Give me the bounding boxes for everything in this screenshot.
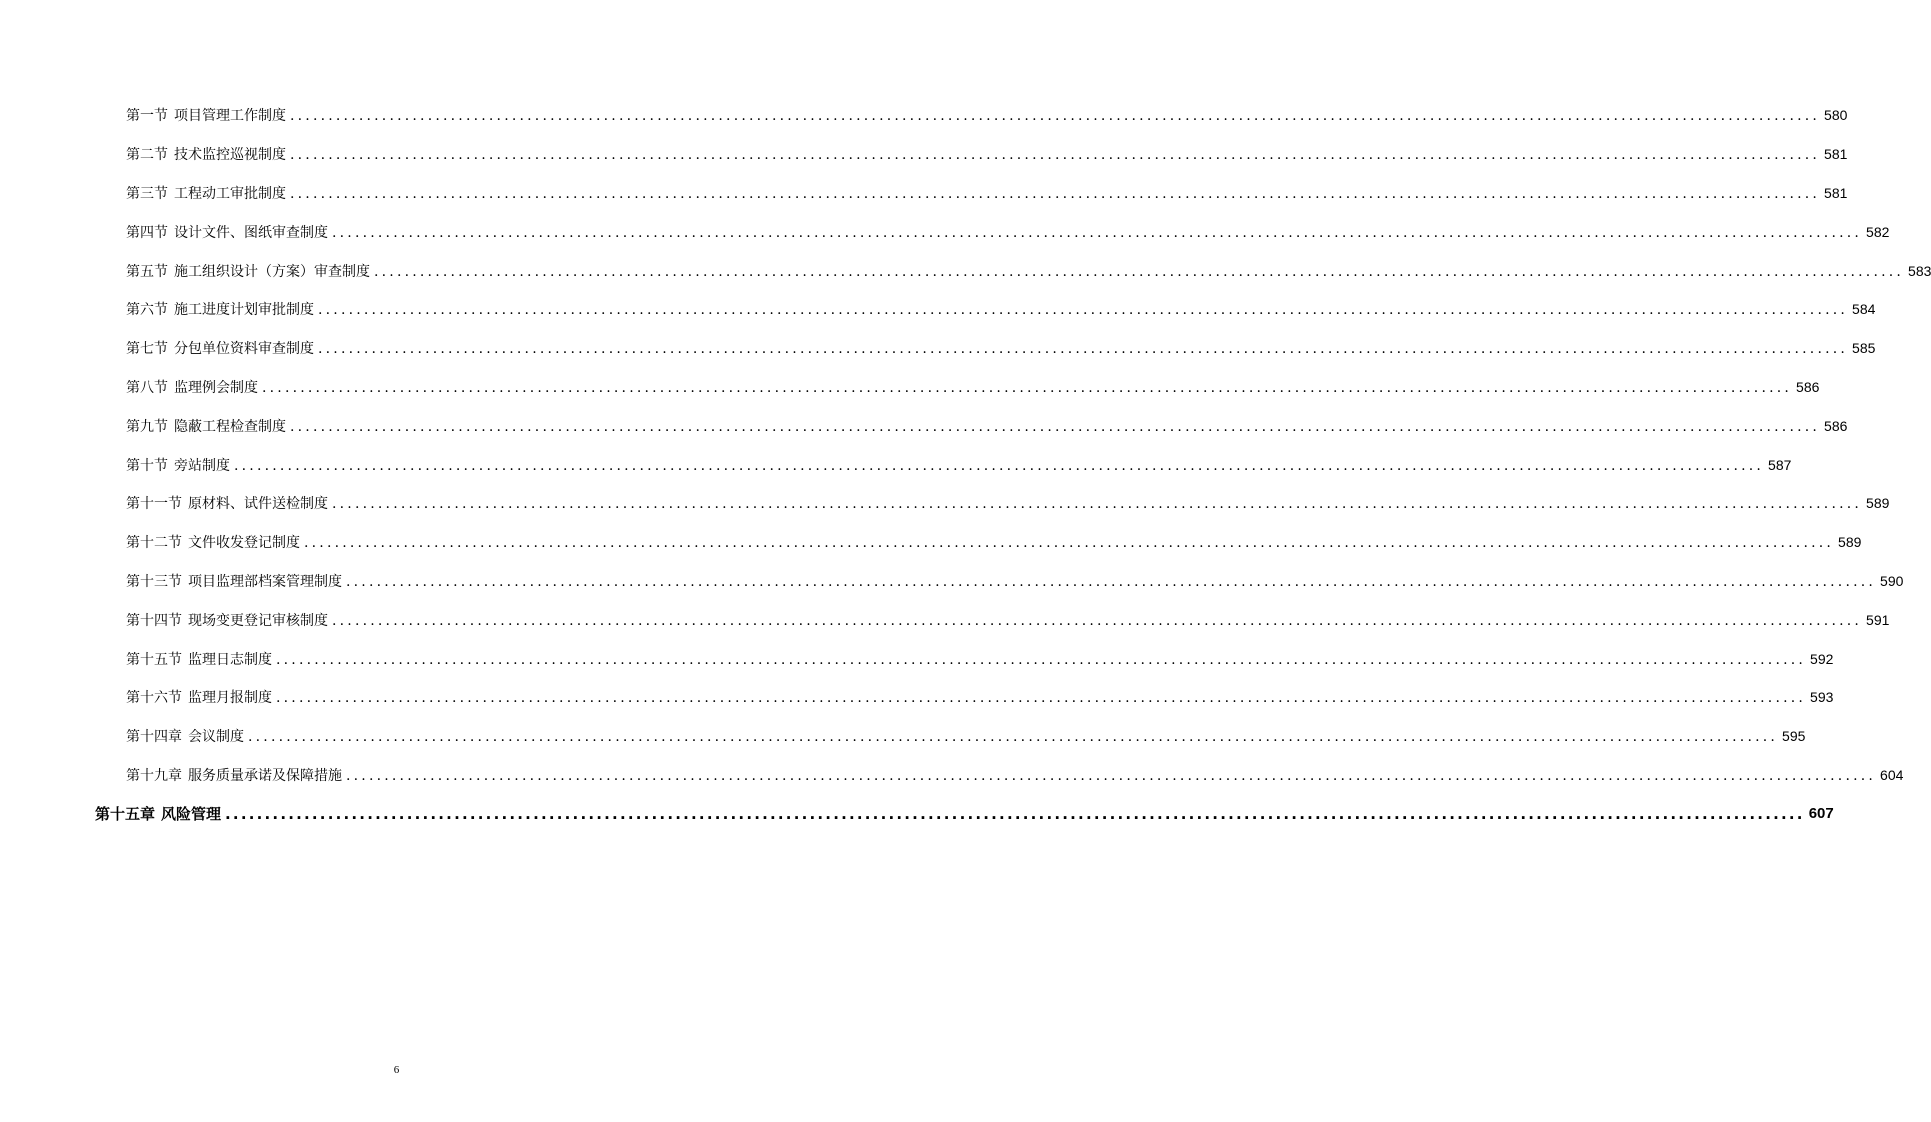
toc-entry-title: 隐蔽工程检查制度 (174, 418, 286, 435)
toc-entry-label (126, 726, 244, 746)
toc-dot-leader: ........................................................................................................................................................................................................ (346, 767, 1877, 784)
toc-entry-page: 580 (1824, 107, 1848, 124)
toc-entry-number: 第十三节 (126, 573, 182, 590)
toc-entry-title: 施工进度计划审批制度 (174, 302, 314, 319)
toc-entry-number: 第十节 (126, 457, 168, 474)
toc-entry-label (126, 571, 342, 591)
toc-entry-label (126, 416, 286, 436)
toc-section-entry[interactable] (0, 756, 1904, 795)
toc-dot-leader: ........................................................................................................................................................................................................ (346, 573, 1877, 590)
toc-dot-leader: ........................................................................................................................................................................................................ (225, 805, 1805, 824)
toc-entry-label (95, 803, 221, 824)
toc-entry-title: 技术监控巡视制度 (174, 147, 286, 164)
toc-entry-number: 第一节 (126, 108, 168, 125)
toc-entry-number: 第十五章 (95, 805, 156, 824)
toc-entry-label (126, 338, 314, 358)
toc-entry-page: 585 (1852, 340, 1876, 357)
toc-section-entry[interactable] (0, 523, 1862, 562)
toc-entry-number: 第八节 (126, 379, 168, 396)
toc-dot-leader: ........................................................................................................................................................................................................ (318, 302, 1849, 319)
toc-section-entry[interactable] (0, 717, 1806, 756)
toc-entry-label (126, 765, 342, 785)
toc-entry-label (126, 610, 328, 630)
toc-entry-title: 现场变更登记审核制度 (188, 612, 328, 629)
toc-entry-title: 工程动工审批制度 (174, 185, 286, 202)
toc-dot-leader: ........................................................................................................................................................................................................ (276, 651, 1807, 668)
toc-entry-number: 第三节 (126, 185, 168, 202)
toc-entry-label (126, 144, 286, 164)
toc-section-entry[interactable] (0, 445, 1792, 484)
toc-entry-page: 607 (1808, 805, 1834, 823)
toc-entry-label (126, 183, 286, 203)
toc-dot-leader: ........................................................................................................................................................................................................ (290, 108, 1821, 125)
toc-entry-label (126, 377, 258, 397)
toc-section-entry[interactable] (0, 212, 1890, 251)
toc-entry-page: 592 (1810, 650, 1834, 667)
toc-entry-number: 第十二节 (126, 535, 182, 552)
toc-section-entry[interactable] (0, 329, 1876, 368)
toc-entry-title: 文件收发登记制度 (188, 535, 300, 552)
toc-dot-leader: ........................................................................................................................................................................................................ (290, 185, 1821, 202)
toc-entry-page: 595 (1782, 728, 1806, 745)
toc-entry-title: 设计文件、图纸审查制度 (174, 224, 328, 241)
toc-dot-leader: ........................................................................................................................................................................................................ (332, 224, 1863, 241)
toc-entry-title: 项目管理工作制度 (174, 108, 286, 125)
page-number: 6 (393, 1064, 400, 1076)
toc-entry-title: 监理日志制度 (188, 651, 272, 668)
toc-entry-number: 第十五节 (126, 651, 182, 668)
toc-dot-leader: ........................................................................................................................................................................................................ (276, 690, 1807, 707)
toc-dot-leader: ........................................................................................................................................................................................................ (290, 147, 1821, 164)
toc-entry-number: 第十一节 (126, 496, 182, 513)
toc-entry-number: 第七节 (126, 341, 168, 358)
toc-dot-leader: ........................................................................................................................................................................................................ (374, 263, 1905, 280)
toc-entry-label (126, 222, 328, 242)
toc-entry-number: 第十六节 (126, 690, 182, 707)
toc-entry-page: 583 (1908, 262, 1931, 279)
toc-entry-number: 第十九章 (126, 767, 182, 784)
toc-entry-page: 584 (1852, 301, 1876, 318)
toc-entry-title: 风险管理 (161, 805, 222, 824)
toc-entry-label (126, 455, 230, 475)
toc-entry-title: 服务质量承诺及保障措施 (188, 767, 342, 784)
toc-entry-page: 586 (1824, 417, 1848, 434)
toc-entry-number: 第五节 (126, 263, 168, 280)
toc-section-entry[interactable] (0, 290, 1876, 329)
toc-entry-number: 第四节 (126, 224, 168, 241)
toc-section-entry[interactable] (0, 639, 1834, 678)
toc-entry-page: 591 (1866, 611, 1890, 628)
toc-entry-page: 593 (1810, 689, 1834, 706)
toc-dot-leader: ........................................................................................................................................................................................................ (318, 341, 1849, 358)
toc-entry-page: 587 (1768, 456, 1792, 473)
toc-entry-page: 604 (1880, 766, 1904, 783)
toc-section-entry[interactable] (0, 600, 1890, 639)
toc-dot-leader: ........................................................................................................................................................................................................ (290, 418, 1821, 435)
toc-section-entry[interactable] (0, 678, 1834, 717)
toc-entry-label (126, 299, 314, 319)
toc-entry-page: 590 (1880, 572, 1904, 589)
toc-section-entry[interactable] (0, 406, 1848, 445)
toc-entry-number: 第二节 (126, 147, 168, 164)
toc-entry-title: 项目监理部档案管理制度 (188, 573, 342, 590)
toc-entry-title: 旁站制度 (174, 457, 230, 474)
toc-section-entry[interactable] (0, 368, 1820, 407)
toc-entry-label (126, 493, 328, 513)
toc-section-entry[interactable] (0, 96, 1848, 135)
toc-entry-title: 原材料、试件送检制度 (188, 496, 328, 513)
toc-section-entry[interactable] (0, 562, 1904, 601)
toc-entry-number: 第十四节 (126, 612, 182, 629)
toc-entry-title: 施工组织设计（方案）审查制度 (174, 263, 370, 280)
toc-entry-title: 会议制度 (188, 729, 244, 746)
toc-entry-page: 586 (1796, 378, 1820, 395)
toc-dot-leader: ........................................................................................................................................................................................................ (332, 612, 1863, 629)
toc-entry-page: 582 (1866, 223, 1890, 240)
toc-chapter-entry[interactable] (0, 794, 1834, 833)
toc-entry-title: 监理例会制度 (174, 379, 258, 396)
toc-section-entry[interactable] (0, 251, 1931, 290)
toc-dot-leader: ........................................................................................................................................................................................................ (304, 535, 1835, 552)
toc-entry-number: 第六节 (126, 302, 168, 319)
toc-dot-leader: ........................................................................................................................................................................................................ (332, 496, 1863, 513)
toc-entry-label (126, 261, 370, 281)
toc-section-entry[interactable] (0, 174, 1848, 213)
toc-entry-page: 589 (1866, 495, 1890, 512)
toc-section-entry[interactable] (0, 484, 1890, 523)
toc-entry-label (126, 649, 272, 669)
toc-entry-number: 第九节 (126, 418, 168, 435)
toc-entry-page: 581 (1824, 146, 1848, 163)
toc-dot-leader: ........................................................................................................................................................................................................ (248, 729, 1779, 746)
toc-entry-page: 589 (1838, 534, 1862, 551)
toc-entry-title: 分包单位资料审查制度 (174, 341, 314, 358)
toc-entry-label (126, 105, 286, 125)
toc-dot-leader: ........................................................................................................................................................................................................ (262, 379, 1793, 396)
toc-entry-title: 监理月报制度 (188, 690, 272, 707)
toc-section-entry[interactable] (0, 135, 1848, 174)
toc-entry-label (126, 532, 300, 552)
toc-dot-leader: ........................................................................................................................................................................................................ (234, 457, 1765, 474)
toc-entry-label (126, 687, 272, 707)
toc-entry-number: 第十四章 (126, 729, 182, 746)
toc-entry-page: 581 (1824, 184, 1848, 201)
table-of-contents (0, 96, 1931, 833)
